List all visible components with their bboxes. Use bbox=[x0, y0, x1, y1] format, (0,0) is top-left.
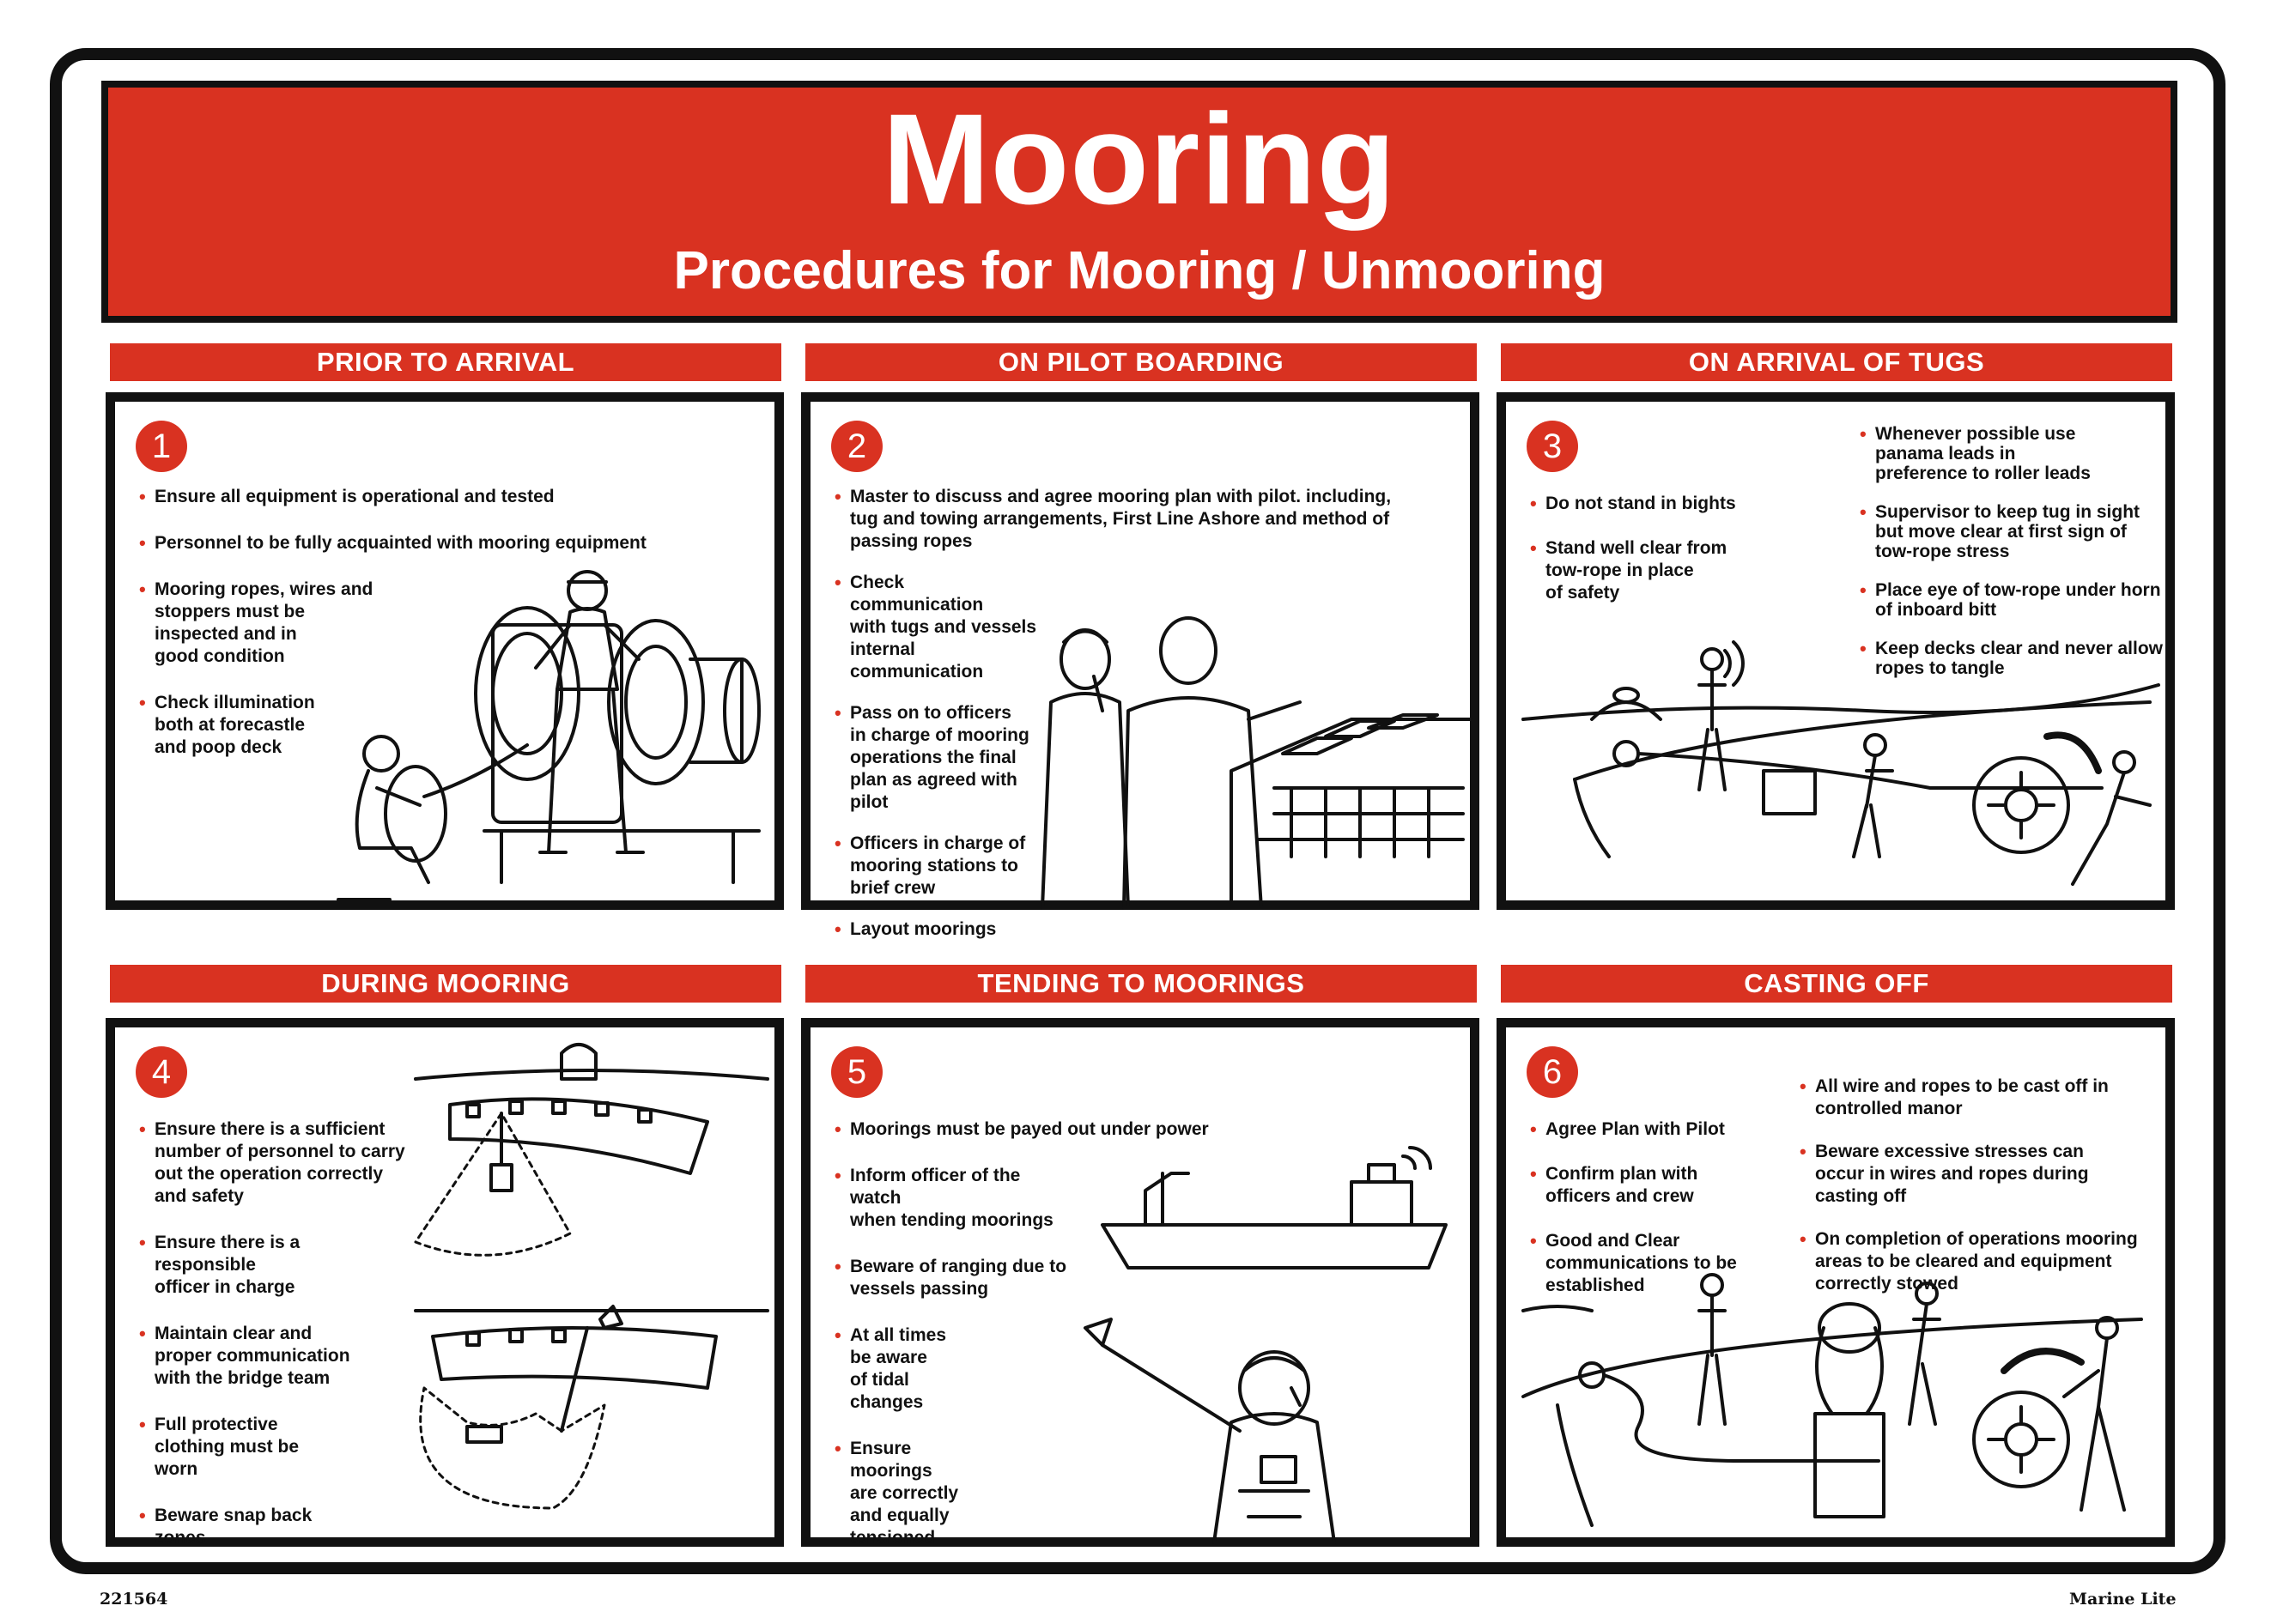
section-heading-prior-to-arrival: PRIOR TO ARRIVAL bbox=[110, 343, 781, 381]
list-item: • Beware snap back zones bbox=[139, 1505, 405, 1549]
bullet-list-left bbox=[1530, 1118, 1788, 1297]
tug-towline-illustration bbox=[1523, 633, 2167, 908]
list-item: • Pass on to officers in charge of mooring operations the final plan as agreed with pilot bbox=[835, 702, 1039, 814]
page-subtitle: Procedures for Mooring / Unmooring bbox=[673, 241, 1606, 300]
section-heading-casting-off: CASTING OFF bbox=[1501, 965, 2172, 1003]
list-item: • Master to discuss and agree mooring plan with pilot. including, tug and towing arrangements, First Line Ashore and method of passing ropes bbox=[835, 486, 1470, 553]
list-item: • Inform officer of the watch when tending moorings bbox=[835, 1165, 1073, 1232]
bullet-list-left bbox=[1530, 493, 1788, 604]
list-item: • Whenever possible use panama leads in preference to roller leads bbox=[1860, 424, 2169, 483]
casting-off-illustration bbox=[1523, 1276, 2167, 1534]
section-heading-tending-to-moorings: TENDING TO MOORINGS bbox=[805, 965, 1477, 1003]
bullet-list-right bbox=[1800, 1076, 2160, 1295]
page-title: Mooring bbox=[882, 87, 1397, 231]
list-item: • Ensure there is a responsible officer in charge bbox=[139, 1232, 405, 1299]
panel-during-mooring bbox=[106, 1018, 784, 1547]
list-item: • Officers in charge of mooring stations to brief crew bbox=[835, 833, 1039, 900]
panel-on-pilot-boarding bbox=[801, 392, 1479, 939]
list-item: • Do not stand in bights bbox=[1530, 493, 1788, 515]
winch-crew-illustration bbox=[330, 556, 776, 908]
step-number-badge: 1 bbox=[136, 421, 187, 472]
list-item: • Maintain clear and proper communication with the bridge team bbox=[139, 1323, 405, 1390]
list-item: • Good and Clear communications to be established bbox=[1530, 1230, 1788, 1297]
section-heading-on-pilot-boarding: ON PILOT BOARDING bbox=[805, 343, 1477, 381]
panel-prior-to-arrival bbox=[106, 392, 784, 910]
list-item: • Stand well clear from tow-rope in place of safety bbox=[1530, 537, 1788, 604]
list-item: • Ensure moorings are correctly and equally tensioned bbox=[835, 1438, 987, 1549]
list-item: • Check communication with tugs and vessels internal communication bbox=[835, 572, 1039, 683]
list-item: • Ensure there is a sufficient number of personnel to carry out the operation correctly and safety bbox=[139, 1118, 405, 1208]
list-item: • Full protective clothing must be worn bbox=[139, 1414, 405, 1481]
header-banner bbox=[101, 81, 2177, 323]
list-item: • Layout moorings bbox=[835, 918, 1470, 941]
list-item: • Check illumination both at forecastle and poop deck bbox=[139, 692, 378, 759]
bullet-list bbox=[139, 1118, 405, 1549]
list-item: • On completion of operations mooring areas to be cleared and equipment correctly stowed bbox=[1800, 1228, 2160, 1295]
product-code: 221564 bbox=[100, 1590, 168, 1609]
list-item: • Beware excessive stresses can occur in wires and ropes during casting off bbox=[1800, 1141, 2160, 1208]
list-item: • Keep decks clear and never allow ropes to tangle bbox=[1860, 639, 2169, 678]
brand-name: Marine Lite bbox=[2069, 1590, 2177, 1609]
panel-casting-off bbox=[1497, 1018, 2175, 1547]
list-item: • Beware of ranging due to vessels passing bbox=[835, 1256, 1073, 1300]
list-item: • Agree Plan with Pilot bbox=[1530, 1118, 1788, 1141]
panel-on-arrival-of-tugs bbox=[1497, 392, 2175, 910]
section-heading-during-mooring: DURING MOORING bbox=[110, 965, 781, 1003]
snap-back-zone-illustration bbox=[416, 1045, 776, 1542]
bridge-pilot-illustration bbox=[1034, 616, 1472, 908]
list-item: • Mooring ropes, wires and stoppers must be inspected and in good condition bbox=[139, 579, 378, 668]
list-item: • Personnel to be fully acquainted with mooring equipment bbox=[139, 532, 774, 554]
step-number-badge: 3 bbox=[1527, 421, 1578, 472]
list-item: • At all times be aware of tidal changes bbox=[835, 1324, 987, 1414]
list-item: • Supervisor to keep tug in sight but move clear at first sign of tow-rope stress bbox=[1860, 502, 2169, 561]
list-item: • Moorings must be payed out under power bbox=[835, 1118, 1470, 1141]
step-number-badge: 5 bbox=[831, 1046, 883, 1098]
list-item: • Confirm plan with officers and crew bbox=[1530, 1163, 1788, 1208]
section-heading-on-arrival-of-tugs: ON ARRIVAL OF TUGS bbox=[1501, 343, 2172, 381]
step-number-badge: 4 bbox=[136, 1046, 187, 1098]
vessel-and-deckhand-illustration bbox=[1077, 1113, 1480, 1542]
step-number-badge: 6 bbox=[1527, 1046, 1578, 1098]
list-item: • Ensure all equipment is operational and tested bbox=[139, 486, 774, 508]
panel-tending-to-moorings bbox=[801, 1018, 1479, 1547]
list-item: • Place eye of tow-rope under horn of inboard bitt bbox=[1860, 580, 2169, 620]
list-item: • All wire and ropes to be cast off in controlled manor bbox=[1800, 1076, 2160, 1120]
step-number-badge: 2 bbox=[831, 421, 883, 472]
